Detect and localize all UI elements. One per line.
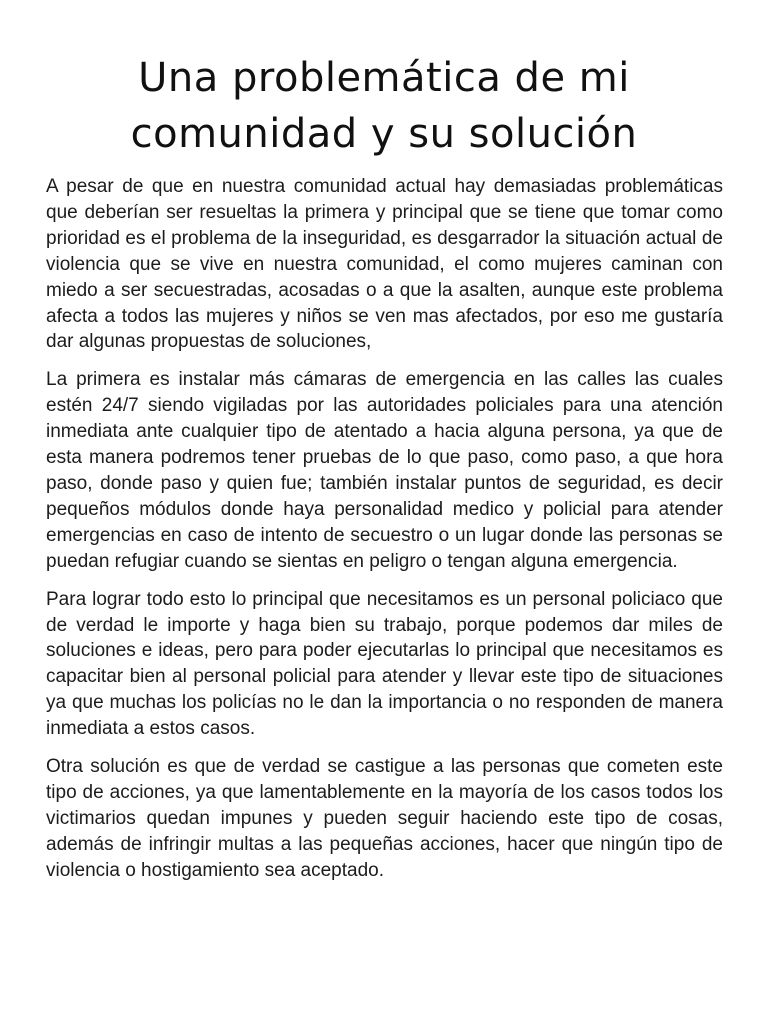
document-title: Una problemática de mi comunidad y su solución xyxy=(130,55,638,157)
paragraph-4: Otra solución es que de verdad se castigue a las personas que cometen este tipo de acciones, ya que lamentablemente en la mayoría de los casos todos los victimarios quedan impunes y pueden seguir haciendo este tipo de cosas, además de infringir multas a las pequeñas acciones, hacer que ningún tipo de violencia o hostigamiento sea aceptado. xyxy=(46,756,723,881)
paragraph-2: La primera es instalar más cámaras de emergencia en las calles las cuales estén 24/7 siendo vigiladas por las autoridades policiales para una atención inmediata ante cualquier tipo de atentado a hacia alguna persona, ya que de esta manera podremos tener pruebas de lo que paso, como paso, a que hora paso, donde paso y quien fue; también instalar puntos de seguridad, es decir pequeños módulos donde haya personalidad medico y policial para atender emergencias en caso de intento de secuestro o un lugar donde las personas se puedan refugiar cuando se sientas en peligro o tengan alguna emergencia. xyxy=(46,369,723,572)
paragraph-3: Para lograr todo esto lo principal que necesitamos es un personal policiaco que de verdad le importe y haga bien su trabajo, porque podemos dar miles de soluciones e ideas, pero para poder ejecutarlas lo principal que necesitamos es capacitar bien al personal policial para atender y llevar este tipo de situaciones ya que muchas los policías no le dan la importancia o no responden de manera inmediata a estos casos. xyxy=(46,588,723,740)
document-body xyxy=(46,174,723,896)
paragraph-1: A pesar de que en nuestra comunidad actual hay demasiadas problemáticas que deberían ser resueltas la primera y principal que se tiene que tomar como prioridad es el problema de la inseguridad, es desgarrador la situación actual de violencia que se vive en nuestra comunidad, el como mujeres caminan con miedo a ser secuestradas, acosadas o a que la asalten, aunque este problema afecta a todos las mujeres y niños se ven mas afectados, por eso me gustaría dar algunas propuestas de soluciones, xyxy=(46,176,723,353)
